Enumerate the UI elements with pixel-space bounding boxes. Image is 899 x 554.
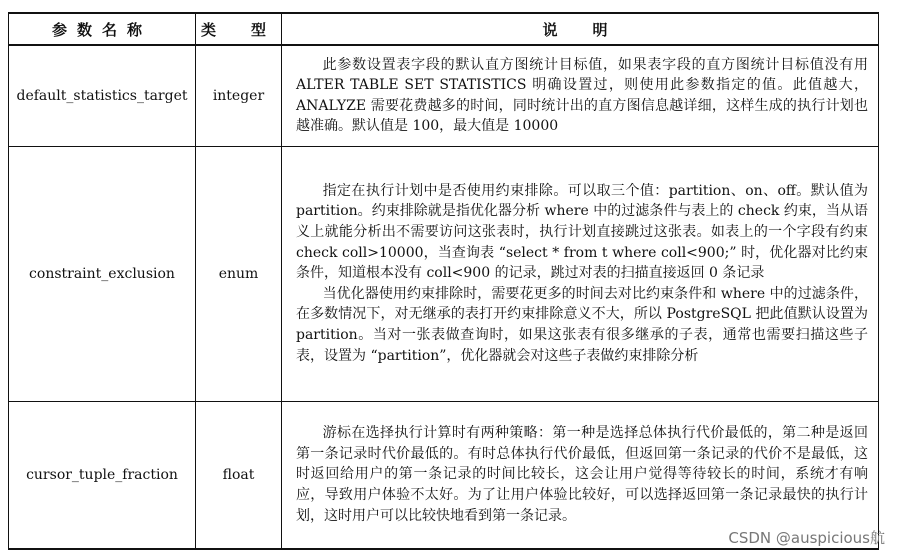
table-row <box>9 45 879 146</box>
row-type: float <box>196 401 282 549</box>
row-description <box>282 146 879 401</box>
row-type: integer <box>196 45 282 146</box>
description-paragraph: 指定在执行计划中是否使用约束排除。可以取三个值：partition、on、off。默认值为 partition。约束排除就是指优化器分析 where 中的过滤条件与表上的 check 约束，当从语义上就能分析出不需要访问这张表时，执行计划直接跳过这张表。如表上的一个字段有约束 check coll>10000，当查询表 “select * from t where coll<900;” 时，优化器对比约束条件，知道根本没有 coll<900 的记录，跳过对表的扫描直接返回 0 条记录 <box>296 182 868 282</box>
row-param-name: default_statistics_target <box>9 45 196 146</box>
table-header-row <box>9 13 879 45</box>
row-type: enum <box>196 146 282 401</box>
csdn-watermark: CSDN @auspicious航 <box>728 529 885 547</box>
header-type: 类 型 <box>196 13 282 45</box>
table-row <box>9 146 879 401</box>
row-description <box>282 45 879 146</box>
description-paragraph: 当优化器使用约束排除时，需要花更多的时间去对比约束条件和 where 中的过滤条件，在多数情况下，对无继承的表打开约束排除意义不大，所以 PostgreSQL 把此值默认设置为 partition。当对一张表做查询时，如果这张表有很多继承的子表，通常也需要扫描这些子表，设置为 “partition”，优化器就会对这些子表做约束排除分析 <box>296 285 868 364</box>
header-param-name: 参数名称 <box>9 13 196 45</box>
parameter-table <box>8 12 879 550</box>
description-paragraph: 游标在选择执行计算时有两种策略：第一种是选择总体执行代价最低的，第二种是返回第一条记录时代价最低的。有时总体执行代价最低，但返回第一条记录的代价不是最低，这时返回给用户的第一条记录的时间比较长，这会让用户觉得等待较长的时间，系统才有响应，导致用户体验不太好。为了让用户体验比较好，可以选择返回第一条记录最快的执行计划，这时用户可以比较快地看到第一条记录。 <box>296 425 868 524</box>
description-paragraph: 此参数设置表字段的默认直方图统计目标值，如果表字段的直方图统计目标值没有用 ALTER TABLE SET STATISTICS 明确设置过，则使用此参数指定的值。此值越大，ANALYZE 需要花费越多的时间，同时统计出的直方图信息越详细，这样生成的执行计划也越准确。默认值是 100，最大值是 10000 <box>296 56 868 135</box>
row-param-name: cursor_tuple_fraction <box>9 401 196 549</box>
row-param-name: constraint_exclusion <box>9 146 196 401</box>
header-description: 说 明 <box>282 13 879 45</box>
